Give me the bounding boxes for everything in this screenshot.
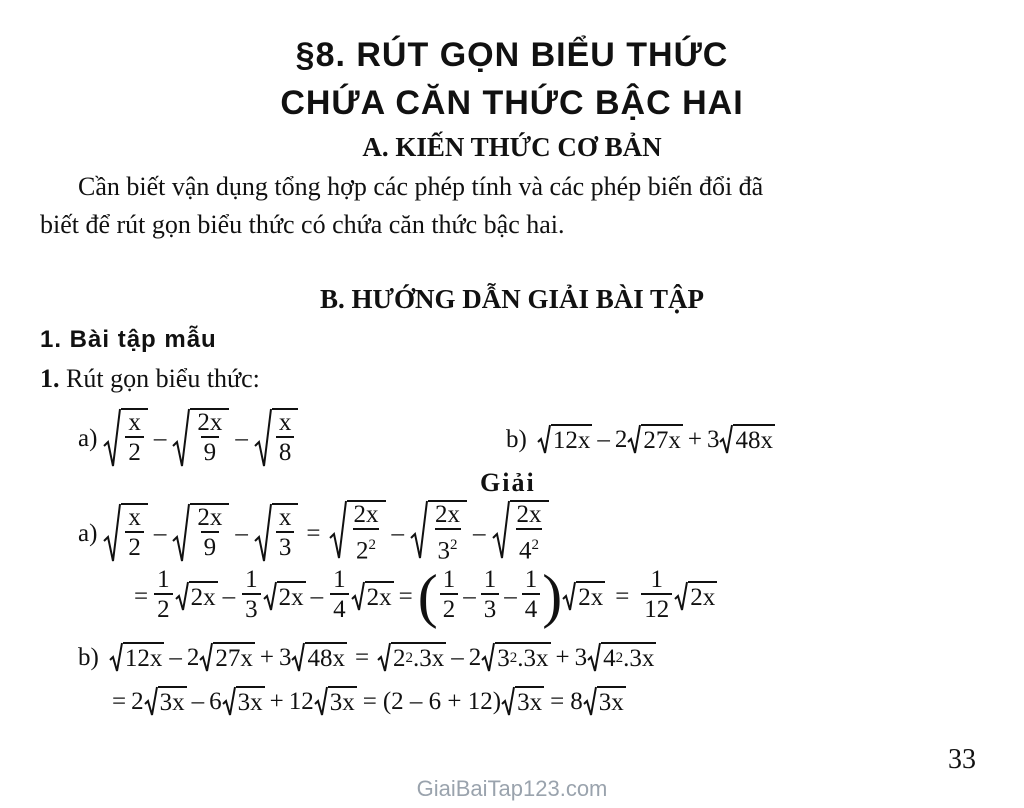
sqrt-x-over-8: $\frac{x}{8}$ bbox=[254, 408, 299, 468]
section-a-heading: A. KIẾN THỨC CƠ BẢN bbox=[362, 132, 662, 162]
problem-statement bbox=[40, 360, 260, 398]
solution-heading: Giải bbox=[480, 468, 536, 497]
problem-b-label: b) bbox=[506, 425, 527, 453]
solution-a-line-2: = $\frac{1}{2}$ 2x – $\frac{1}{3}$ 2x – $\frac{1}{4}$ 2x = ( $\frac{1}{2}$ – $\frac{1}{3}$ – $\frac{1}{4}$ ) 2x = $\frac{1}{12}$ 2x bbox=[134, 563, 716, 629]
problem-text: Rút gọn biểu thức: bbox=[66, 364, 260, 393]
solution-a-line-1: a) $\frac{x}{2}$ – $\frac{2x}{9}$ – $\frac{x}{3}$ = $\frac{2x}{2^2}$ – $\frac{2x}{3^2}$ – $\frac{2x}{4^2}$ bbox=[78, 500, 549, 566]
page-title-line-1: §8. RÚT GỌN BIỂU THỨC bbox=[295, 36, 729, 74]
solution-b-line-1: b) 12x – 2 27x + 3 48x = 2 2 .3x – 2 3 2 .3x + 3 4 2 .3x bbox=[78, 643, 655, 672]
solution-b-line-2: = 2 3x – 6 3x + 12 3x = (2 – 6 + 12) 3x = 8 3x bbox=[112, 687, 624, 716]
watermark: GiaiBaiTap123.com bbox=[416, 776, 608, 801]
problem-b-expression: b) 12x – 2 27x + 3 48x bbox=[506, 425, 773, 454]
section-b-heading: B. HƯỚNG DẪN GIẢI BÀI TẬP bbox=[319, 284, 705, 314]
solution-a-label: a) bbox=[78, 519, 98, 547]
page-number: 33 bbox=[948, 744, 976, 775]
problem-a-label: a) bbox=[78, 424, 98, 452]
intro-line-1: Cần biết vận dụng tổng hợp các phép tính và các phép biến đổi đã bbox=[78, 172, 764, 201]
page-title-line-2: CHỨA CĂN THỨC BẬC HAI bbox=[280, 84, 744, 122]
problem-a-expression: a) $\frac{x}{2}$ – $\frac{2x}{9}$ – $\frac{x}{8}$ bbox=[78, 408, 298, 468]
intro-line-2: biết để rút gọn biểu thức có chứa căn thức bậc hai. bbox=[40, 210, 565, 239]
sqrt-2x-over-9: $\frac{2x}{9}$ bbox=[172, 408, 229, 468]
solution-b-label: b) bbox=[78, 643, 99, 671]
sqrt-x-over-2: $\frac{x}{2}$ bbox=[103, 408, 148, 468]
subsection-heading: 1. Bài tập mẫu bbox=[40, 326, 217, 353]
problem-number: 1. bbox=[40, 364, 60, 393]
